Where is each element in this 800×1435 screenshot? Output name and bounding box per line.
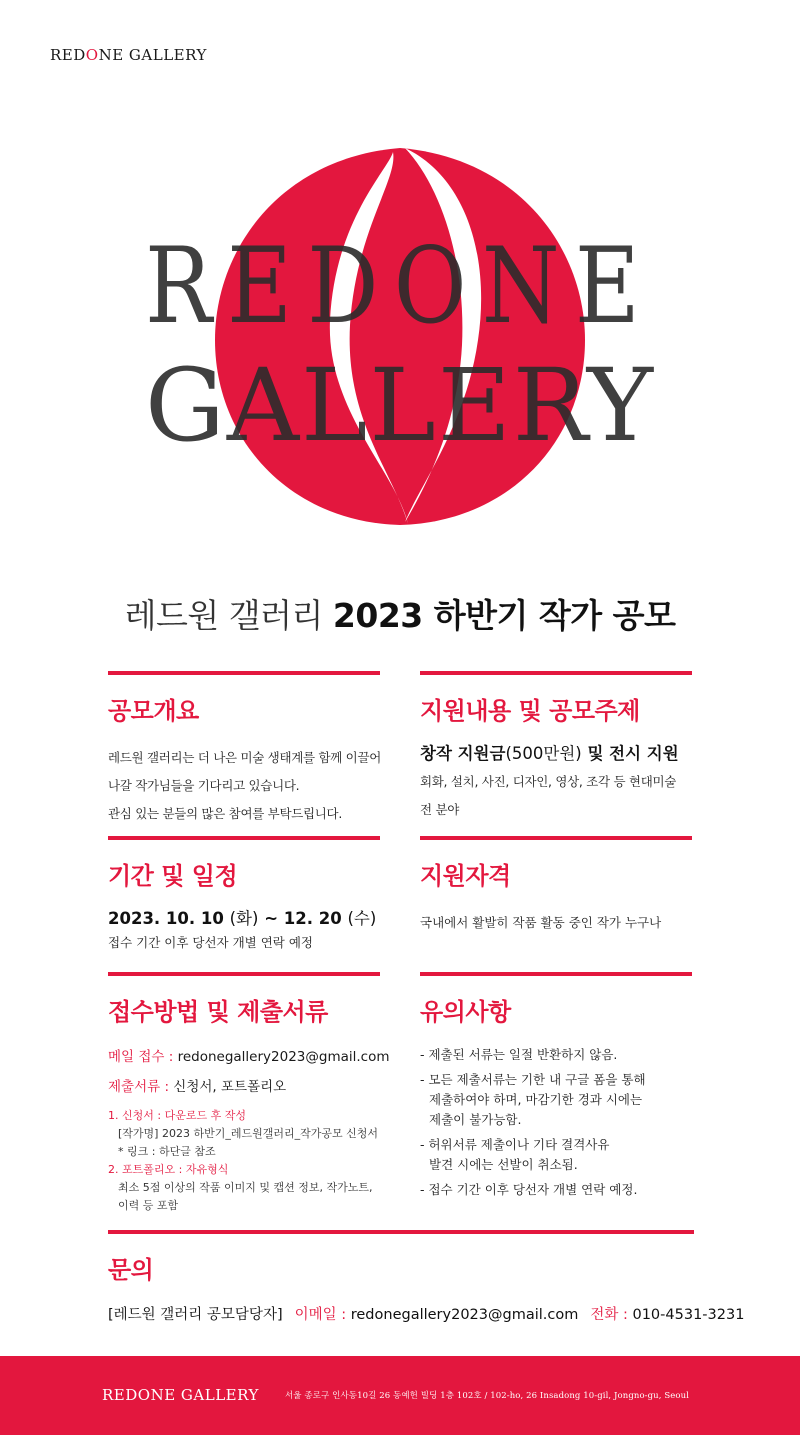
submission-mail-label: 메일 접수 : xyxy=(108,1049,174,1065)
notice-heading: 유의사항 xyxy=(420,998,511,1026)
overview-heading: 공모개요 xyxy=(108,697,199,725)
eligibility-heading: 지원자격 xyxy=(420,862,511,890)
submission-docs-value: 신청서, 포트폴리오 xyxy=(169,1079,287,1095)
submission-docs xyxy=(108,1075,380,1095)
emblem-svg xyxy=(0,140,800,540)
submission-section xyxy=(108,972,390,1215)
top-logo xyxy=(50,46,207,64)
top-logo-post: NE GALLERY xyxy=(98,46,207,64)
support-line: 회화, 설치, 사진, 디자인, 영상, 조각 등 현대미술 xyxy=(420,774,677,789)
notice-item-line: 발견 시에는 선발이 취소됨. xyxy=(429,1157,578,1172)
support-lead-b: (500만원) xyxy=(505,744,582,763)
schedule-heading: 기간 및 일정 xyxy=(108,862,238,890)
schedule-date-c: ~ 12. 20 xyxy=(258,909,348,928)
contact-phone-value[interactable]: 010-4531-3231 xyxy=(627,1307,745,1323)
overview-section xyxy=(108,671,380,828)
support-lead xyxy=(420,740,692,764)
notice-item-line: - 모든 제출서류는 기한 내 구글 폼을 통해 xyxy=(420,1072,646,1087)
submission-item2-line: 최소 5점 이상의 작품 이미지 및 캡션 정보, 작가노트, xyxy=(118,1181,373,1194)
submission-docs-label: 제출서류 : xyxy=(108,1079,170,1095)
contact-email-label: 이메일 : xyxy=(294,1307,347,1323)
section-divider xyxy=(108,972,380,976)
notice-item xyxy=(420,1045,692,1065)
contact-section xyxy=(108,1230,745,1324)
submission-item2-line: 이력 등 포함 xyxy=(118,1199,179,1212)
footer-logo xyxy=(102,1386,259,1404)
footer-address: 서울 종로구 인사동10길 26 동예헌 빌딩 1층 102호 / 102-ho, 26 Insadong 10-gil, Jongno-gu, Seoul xyxy=(285,1391,690,1401)
footer-logo-pre: RED xyxy=(102,1386,138,1404)
contact-email-value[interactable]: redonegallery2023@gmail.com xyxy=(346,1307,579,1323)
contact-phone-label: 전화 : xyxy=(590,1307,628,1323)
submission-notes xyxy=(108,1107,380,1215)
section-divider xyxy=(108,1230,694,1234)
schedule-date-b: (화) xyxy=(229,909,259,928)
contact-person: [레드원 갤러리 공모담당자] xyxy=(108,1307,283,1323)
notice-item xyxy=(420,1135,692,1175)
submission-item1-title: 1. 신청서 : 다운로드 후 작성 xyxy=(108,1109,246,1122)
schedule-date-d: (수) xyxy=(347,909,377,928)
support-section xyxy=(420,671,692,824)
notice-item-line: - 허위서류 제출이나 기타 결격사유 xyxy=(420,1137,610,1152)
submission-item2-title: 2. 포트폴리오 : 자유형식 xyxy=(108,1163,229,1176)
support-lead-a: 창작 지원금 xyxy=(420,744,506,763)
notice-item-line: 제출하여야 하며, 마감기한 경과 시에는 xyxy=(429,1092,643,1107)
gallery-emblem xyxy=(0,140,800,540)
page-title-bold: 2023 하반기 작가 공모 xyxy=(332,596,676,635)
schedule-section xyxy=(108,836,380,951)
submission-item1-line: * 링크 : 하단글 참조 xyxy=(118,1145,216,1158)
notice-item-line: - 접수 기간 이후 당선자 개별 연락 예정. xyxy=(420,1182,638,1197)
top-logo-o: O xyxy=(85,46,99,64)
submission-mail xyxy=(108,1045,390,1065)
overview-line: 레드원 갤러리는 더 나은 미술 생태계를 함께 이끌어 xyxy=(108,750,381,765)
page-title-light: 레드원 갤러리 xyxy=(124,596,323,635)
schedule-dates xyxy=(108,905,380,929)
section-divider xyxy=(108,836,380,840)
overview-line: 나갈 작가님들을 기다리고 있습니다. xyxy=(108,778,300,793)
overview-line: 관심 있는 분들의 많은 참여를 부탁드립니다. xyxy=(108,806,342,821)
footer-logo-o: O xyxy=(137,1386,151,1404)
section-divider xyxy=(420,972,692,976)
notice-section xyxy=(420,972,692,1205)
section-divider xyxy=(420,836,692,840)
emblem-text-line1: REDONE xyxy=(145,225,655,347)
contact-heading: 문의 xyxy=(108,1256,154,1284)
submission-item1-line: [작가명] 2023 하반기_레드원갤러리_작가공모 신청서 xyxy=(118,1127,378,1140)
notice-list xyxy=(420,1045,692,1200)
submission-mail-value[interactable]: redonegallery2023@gmail.com xyxy=(173,1049,390,1065)
footer xyxy=(0,1356,800,1435)
footer-logo-post: NE GALLERY xyxy=(150,1386,259,1404)
notice-item-line: 제출이 불가능함. xyxy=(429,1112,522,1127)
support-lead-c: 및 전시 지원 xyxy=(581,744,679,763)
notice-item xyxy=(420,1070,692,1130)
top-logo-pre: RED xyxy=(50,46,86,64)
schedule-note: 접수 기간 이후 당선자 개별 연락 예정 xyxy=(108,935,313,950)
emblem-text-line2: GALLERY xyxy=(145,347,655,464)
eligibility-text: 국내에서 활발히 작품 활동 중인 작가 누구나 xyxy=(420,915,662,930)
section-divider xyxy=(420,671,692,675)
contact-line xyxy=(108,1303,745,1324)
support-heading: 지원내용 및 공모주제 xyxy=(420,697,640,725)
page-title xyxy=(0,590,800,637)
section-divider xyxy=(108,671,380,675)
submission-heading: 접수방법 및 제출서류 xyxy=(108,998,328,1026)
support-line: 전 분야 xyxy=(420,802,459,817)
notice-item xyxy=(420,1180,692,1200)
overview-body xyxy=(108,744,380,828)
notice-item-line: - 제출된 서류는 일절 반환하지 않음. xyxy=(420,1047,618,1062)
schedule-date-a: 2023. 10. 10 xyxy=(108,909,230,928)
eligibility-section xyxy=(420,836,692,931)
